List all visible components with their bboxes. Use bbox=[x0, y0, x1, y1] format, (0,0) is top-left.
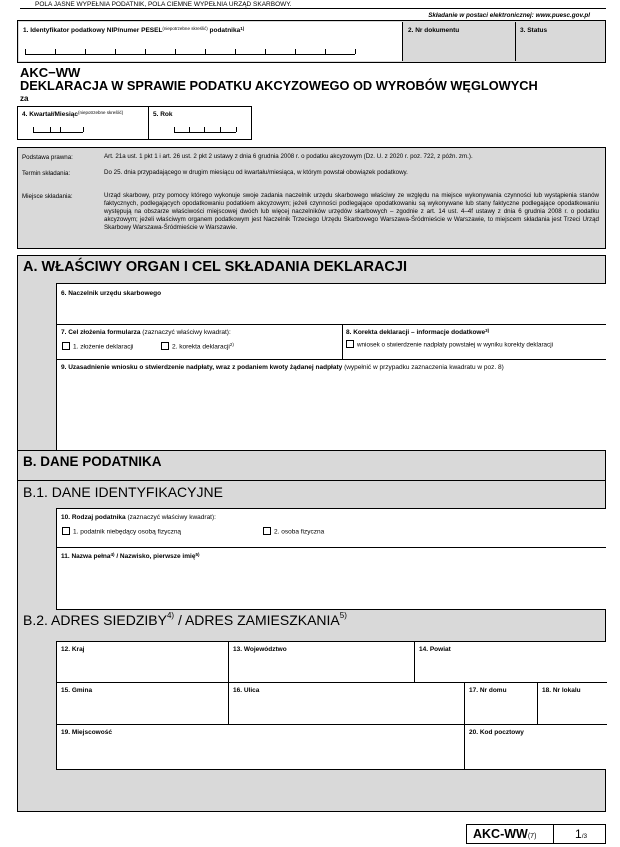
taxpayer-type-non-natural[interactable]: 1. podatnik niebędący osobą fizyczną bbox=[62, 528, 181, 536]
street-field[interactable]: 16. Ulica bbox=[229, 683, 465, 725]
top-rule bbox=[20, 8, 606, 9]
purpose-option-correction[interactable]: 2. korekta deklaracji$^{2)}$ bbox=[161, 343, 234, 351]
header-row bbox=[17, 20, 606, 63]
county-field[interactable]: 14. Powiat bbox=[415, 642, 607, 683]
checkbox-icon[interactable] bbox=[62, 527, 70, 535]
justification-field[interactable]: 9. Uzasadnienie wniosku o stwierdzenie nadpłaty, wraz z podaniem kwoty żądanej nadpłaty (wypełnić w przypadku zaznaczenia kwadratu w poz. 8) bbox=[56, 360, 606, 450]
taxpayer-type-field: 10. Rodzaj podatnika (zaznaczyć właściwy kwadrat): 1. podatnik niebędący osobą fizyczną 2. osoba fizyczna bbox=[56, 508, 606, 548]
nip-tick bbox=[265, 49, 266, 54]
address-grid bbox=[56, 641, 606, 770]
purpose-field: 7. Cel złożenia formularza (zaznaczyć właściwy kwadrat): 1. złożenie deklaracji 2. korekta deklaracji$^{2)}$ bbox=[56, 325, 343, 360]
tax-office-field[interactable]: 6. Naczelnik urzędu skarbowego bbox=[56, 283, 606, 325]
info-box bbox=[17, 147, 606, 249]
section-a bbox=[17, 255, 606, 451]
footer-form-code: AKC-WW(7) bbox=[473, 827, 537, 841]
voivodeship-field[interactable]: 13. Województwo bbox=[229, 642, 415, 683]
nip-tick bbox=[55, 49, 56, 54]
checkbox-icon[interactable] bbox=[346, 340, 354, 348]
postal-code-field[interactable]: 20. Kod pocztowy bbox=[469, 729, 524, 736]
nip-field[interactable] bbox=[19, 22, 403, 61]
za-label: za bbox=[20, 94, 29, 103]
top-note: POLA JASNE WYPEŁNIA PODATNIK, POLA CIEMNE WYPEŁNIA URZĄD SKARBOWY. bbox=[35, 1, 292, 8]
nip-tick bbox=[295, 49, 296, 54]
form-title: DEKLARACJA W SPRAWIE PODATKU AKCYZOWEGO OD WYROBÓW WĘGLOWYCH bbox=[20, 78, 538, 93]
nip-tick bbox=[115, 49, 116, 54]
section-b bbox=[17, 451, 606, 812]
divider bbox=[18, 480, 605, 481]
nip-tick bbox=[145, 49, 146, 54]
e-submission-note: Składanie w postaci elektronicznej: www.puesc.gov.pl bbox=[428, 12, 590, 19]
nip-tick bbox=[85, 49, 86, 54]
doc-number-field: 2. Nr dokumentu bbox=[404, 22, 516, 61]
nip-label: 1. Identyfikator podatkowy NIP/numer $PESEL^{(niepotrzebne skreślić)}$ podatnika$^{1)}$ bbox=[23, 26, 245, 34]
nip-tick bbox=[235, 49, 236, 54]
municipality-field[interactable]: 15. Gmina bbox=[57, 683, 229, 725]
checkbox-icon[interactable] bbox=[62, 342, 70, 350]
nip-tick bbox=[325, 49, 326, 54]
correction-info-field: 8. Korekta deklaracji – informacje dodatkowe$^{3)}$ wniosek o stwierdzenie nadpłaty powstałej w wyniku korekty deklaracji bbox=[343, 325, 606, 360]
nip-tick bbox=[205, 49, 206, 54]
section-b-title: B. DANE PODATNIKA bbox=[23, 454, 162, 469]
legal-basis-text: Art. 21a ust. 1 pkt 1 i art. 26 ust. 2 pkt 2 ustawy z dnia 6 grudnia 2008 r. o podatku akcyzowym (Dz. U. z 2020 r. poz. 722, z późn. zm.). bbox=[104, 153, 473, 160]
section-a-title: A. WŁAŚCIWY ORGAN I CEL SKŁADANIA DEKLARACJI bbox=[23, 259, 407, 275]
place-label: Miejsce składania: bbox=[22, 193, 73, 200]
status-field: 3. Status bbox=[520, 27, 548, 34]
section-b1-title: B.1. DANE IDENTYFIKACYJNE bbox=[23, 484, 223, 500]
footer-separator bbox=[553, 825, 554, 843]
legal-basis-label: Podstawa prawna: bbox=[22, 154, 73, 161]
period-box bbox=[17, 106, 252, 140]
city-field[interactable]: 19. Miejscowość bbox=[57, 725, 465, 769]
nip-baseline bbox=[25, 54, 355, 55]
nip-tick bbox=[25, 49, 26, 54]
apartment-number-field[interactable]: 18. Nr lokalu bbox=[538, 683, 607, 725]
overpayment-option[interactable]: wniosek o stwierdzenie nadpłaty powstałej w wyniku korekty deklaracji bbox=[346, 341, 553, 349]
nip-ticks bbox=[25, 49, 355, 54]
deadline-text: Do 25. dnia przypadającego w drugim miesiącu od kwartału/miesiąca, w którym powstał obowiązek podatkowy. bbox=[104, 169, 408, 176]
place-text: Urząd skarbowy, przy pomocy którego wykonuje swoje zadania naczelnik urzędu skarbowego właściwy ze względu na miejsce wykonywania czynności lub wystąpienia stanów faktycznych, podlegających opodatkowaniu podatkiem akcyzowym; jeżeli czynności podlegające opodatkowaniu są wykonywane lub stany faktyczne podlegające opodatkowaniu występują na obszarze właściwości miejscowej dwóch lub więcej naczelników urzędów skarbowych – zgodnie z art. 14 ust. 4–4f ustawy z dnia 6 grudnia 2008 r. o podatku akcyzowym; jeżeli właściwym organem podatkowym jest Naczelnik Trzeciego Urzędu Skarbowego Warszawa-Śródmieście w Warszawie, to miejscem składania jest Trzeci Urząd Skarbowy Warszawa-Śródmieście w Warszawie. bbox=[104, 192, 599, 231]
section-b2-title: B.2. ADRES SIEDZIBY$^{4)}$ / ADRES ZAMIESZKANIA$^{5)}$ bbox=[23, 611, 347, 628]
checkbox-icon[interactable] bbox=[263, 527, 271, 535]
checkbox-icon[interactable] bbox=[161, 342, 169, 350]
deadline-label: Termin składania: bbox=[22, 170, 71, 177]
page-number: 1/3 bbox=[575, 827, 588, 841]
footer-form-code-box bbox=[466, 824, 606, 844]
taxpayer-type-natural[interactable]: 2. osoba fizyczna bbox=[263, 528, 324, 536]
quarter-month-field[interactable]: 4. Kwartał/Miesiąc$^{(niepotrzebne skreślić)}$ bbox=[18, 107, 149, 139]
year-field[interactable]: 5. Rok bbox=[149, 107, 251, 139]
form-code: AKC−WW bbox=[20, 65, 81, 80]
house-number-field[interactable]: 17. Nr domu bbox=[465, 683, 538, 725]
country-field[interactable]: 12. Kraj bbox=[57, 642, 229, 683]
name-field[interactable]: 11. Nazwa pełna$^{4)}$ / Nazwisko, pierwsze imię$^{5)}$ bbox=[56, 548, 606, 610]
nip-tick bbox=[175, 49, 176, 54]
purpose-option-submission[interactable]: 1. złożenie deklaracji bbox=[62, 343, 133, 351]
nip-tick bbox=[355, 49, 356, 54]
